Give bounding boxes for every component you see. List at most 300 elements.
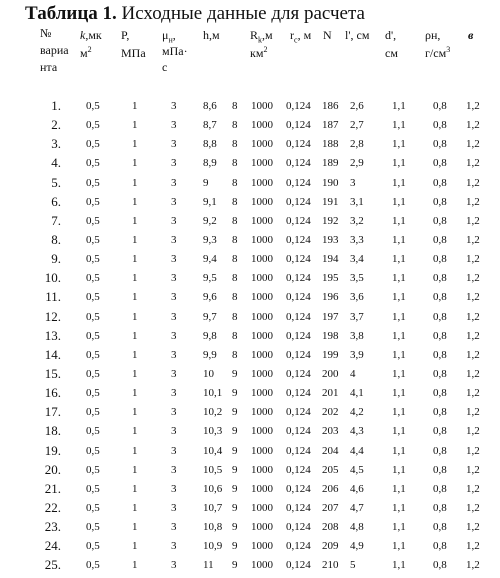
cell-d: 1,1 [392,501,406,514]
table-row [0,367,500,386]
header-k-unit: ,мк [85,28,102,42]
cell-k: 0,5 [86,559,100,572]
cell-h: 10,7 [203,501,223,514]
cell-n: 8 [232,348,238,361]
header-variant [40,26,69,74]
cell-k: 0,5 [86,233,100,246]
cell-rho: 0,8 [433,176,447,189]
cell-h: 10,9 [203,540,223,553]
cell-d: 1,1 [392,348,406,361]
cell-l: 3,2 [350,214,364,227]
cell-b: 1,2 [466,425,480,438]
cell-rho: 0,8 [433,425,447,438]
cell-b: 1,2 [466,367,480,380]
cell-p: 1 [132,176,138,189]
table-row [0,195,500,214]
cell-p: 1 [132,100,138,112]
cell-d: 1,1 [392,157,406,170]
cell-rho: 0,8 [433,521,447,534]
cell-h: 9,4 [203,253,217,266]
cell-N: 201 [322,387,339,400]
header-variant-line2: вариа [40,43,69,57]
cell-d: 1,1 [392,214,406,227]
cell-b: 1,2 [466,138,480,151]
cell-b: 1,2 [466,100,480,112]
header-b [468,28,473,42]
cell-h: 9,3 [203,233,217,246]
cell-rho: 0,8 [433,559,447,572]
cell-N: 197 [322,310,339,323]
cell-mu: 3 [171,425,177,438]
variant-number: 21. [44,480,61,496]
cell-N: 188 [322,138,339,151]
cell-k: 0,5 [86,444,100,457]
cell-rc: 0,124 [286,482,311,495]
cell-rk: 1000 [251,253,273,266]
cell-h: 9,7 [203,310,217,323]
cell-mu: 3 [171,540,177,553]
cell-n: 8 [232,329,238,342]
cell-rho: 0,8 [433,444,447,457]
cell-h: 9,8 [203,329,217,342]
cell-N: 189 [322,157,339,170]
cell-l: 2,6 [350,100,364,112]
cell-rc: 0,124 [286,100,311,112]
cell-d: 1,1 [392,329,406,342]
cell-rk: 1000 [251,214,273,227]
cell-b: 1,2 [466,540,480,553]
cell-rc: 0,124 [286,425,311,438]
cell-rc: 0,124 [286,119,311,132]
header-l-label: l', см [345,28,370,42]
cell-k: 0,5 [86,387,100,400]
table-row [0,482,500,501]
cell-n: 9 [232,463,238,476]
table-row [0,520,500,539]
cell-p: 1 [132,540,138,553]
cell-h: 9,9 [203,348,217,361]
cell-l: 4,5 [350,463,364,476]
cell-d: 1,1 [392,444,406,457]
cell-h: 8,6 [203,100,217,112]
cell-n: 8 [232,119,238,132]
cell-N: 200 [322,367,339,380]
cell-h: 9,2 [203,214,217,227]
variant-number: 24. [44,538,61,554]
cell-k: 0,5 [86,195,100,208]
table-row [0,444,500,463]
variant-number: 2. [51,117,61,133]
cell-d: 1,1 [392,138,406,151]
cell-p: 1 [132,521,138,534]
cell-l: 3,4 [350,253,364,266]
header-variant-line1: № [40,26,52,40]
header-rho-line2: г/см [425,46,447,60]
cell-p: 1 [132,157,138,170]
cell-l: 4,2 [350,406,364,419]
cell-rk: 1000 [251,138,273,151]
cell-l: 4,7 [350,501,364,514]
cell-rho: 0,8 [433,540,447,553]
table-row [0,99,500,118]
variant-number: 7. [51,212,61,228]
cell-rho: 0,8 [433,482,447,495]
cell-p: 1 [132,367,138,380]
cell-d: 1,1 [392,100,406,112]
cell-p: 1 [132,119,138,132]
cell-l: 2,9 [350,157,364,170]
cell-rc: 0,124 [286,387,311,400]
cell-k: 0,5 [86,253,100,266]
header-rk [250,28,273,60]
table-row [0,271,500,290]
cell-k: 0,5 [86,482,100,495]
table-row [0,156,500,175]
cell-d: 1,1 [392,463,406,476]
cell-d: 1,1 [392,176,406,189]
cell-h: 10,3 [203,425,223,438]
cell-mu: 3 [171,272,177,285]
cell-b: 1,2 [466,176,480,189]
cell-rk: 1000 [251,195,273,208]
table-row [0,290,500,309]
header-k-line2: м [80,46,88,60]
cell-N: 192 [322,214,339,227]
variant-number: 17. [44,404,61,420]
cell-N: 209 [322,540,339,553]
cell-k: 0,5 [86,425,100,438]
table-row [0,329,500,348]
cell-h: 10,4 [203,444,223,457]
variant-number: 11. [45,289,61,305]
cell-N: 190 [322,176,339,189]
cell-mu: 3 [171,406,177,419]
header-h-label: h,м [203,28,220,42]
cell-d: 1,1 [392,272,406,285]
cell-l: 3,5 [350,272,364,285]
cell-b: 1,2 [466,348,480,361]
cell-k: 0,5 [86,119,100,132]
cell-rc: 0,124 [286,348,311,361]
cell-k: 0,5 [86,176,100,189]
header-rk-sup: 2 [263,45,268,54]
cell-rc: 0,124 [286,540,311,553]
cell-b: 1,2 [466,119,480,132]
cell-h: 9,5 [203,272,217,285]
cell-n: 8 [232,176,238,189]
cell-n: 9 [232,425,238,438]
cell-d: 1,1 [392,387,406,400]
cell-b: 1,2 [466,233,480,246]
cell-mu: 3 [171,138,177,151]
cell-h: 10,5 [203,463,223,476]
cell-p: 1 [132,444,138,457]
cell-rc: 0,124 [286,501,311,514]
cell-rho: 0,8 [433,367,447,380]
cell-n: 8 [232,100,238,112]
cell-b: 1,2 [466,501,480,514]
cell-k: 0,5 [86,348,100,361]
cell-n: 8 [232,157,238,170]
header-rk-sub: k [258,35,263,45]
header-rc [290,28,312,45]
header-rk-unit: ,м [262,28,273,42]
header-h [203,28,220,42]
cell-d: 1,1 [392,367,406,380]
cell-rho: 0,8 [433,157,447,170]
cell-d: 1,1 [392,482,406,495]
cell-h: 9 [203,176,209,189]
cell-rc: 0,124 [286,444,311,457]
header-rc-unit: , м [297,28,312,42]
cell-rk: 1000 [251,482,273,495]
header-k [80,28,102,60]
cell-d: 1,1 [392,521,406,534]
cell-l: 3,8 [350,329,364,342]
header-rho-sup: 3 [446,45,451,54]
cell-p: 1 [132,233,138,246]
cell-rk: 1000 [251,463,273,476]
cell-p: 1 [132,329,138,342]
header-p-line2: МПа [121,46,146,60]
variant-number: 4. [51,155,61,171]
cell-mu: 3 [171,482,177,495]
table-row [0,118,500,137]
table-row [0,405,500,424]
cell-n: 8 [232,214,238,227]
cell-mu: 3 [171,195,177,208]
cell-h: 8,7 [203,119,217,132]
variant-number: 6. [51,193,61,209]
cell-N: 198 [322,329,339,342]
cell-p: 1 [132,425,138,438]
header-p [121,28,146,60]
cell-mu: 3 [171,367,177,380]
cell-rk: 1000 [251,540,273,553]
cell-p: 1 [132,406,138,419]
table-row [0,386,500,405]
header-d-line1: d', [385,28,397,42]
cell-l: 4,8 [350,521,364,534]
header-rho-line1: ρн, [425,28,441,42]
cell-N: 207 [322,501,339,514]
cell-b: 1,2 [466,291,480,304]
cell-rk: 1000 [251,157,273,170]
cell-rk: 1000 [251,310,273,323]
header-variant-line3: нта [40,60,58,74]
cell-k: 0,5 [86,463,100,476]
cell-b: 1,2 [466,482,480,495]
cell-mu: 3 [171,329,177,342]
cell-rk: 1000 [251,501,273,514]
cell-N: 187 [322,119,339,132]
cell-rc: 0,124 [286,367,311,380]
cell-n: 9 [232,559,238,572]
cell-rho: 0,8 [433,291,447,304]
cell-l: 4 [350,367,356,380]
cell-l: 5 [350,559,356,572]
header-mu-symbol: μ [162,28,169,42]
cell-l: 3,1 [350,195,364,208]
cell-rc: 0,124 [286,176,311,189]
cell-p: 1 [132,387,138,400]
cell-p: 1 [132,310,138,323]
cell-rk: 1000 [251,233,273,246]
cell-mu: 3 [171,100,177,112]
cell-rk: 1000 [251,367,273,380]
cell-l: 3 [350,176,356,189]
cell-k: 0,5 [86,521,100,534]
cell-mu: 3 [171,387,177,400]
cell-l: 4,4 [350,444,364,457]
cell-k: 0,5 [86,501,100,514]
table-row [0,348,500,367]
header-rc-symbol: r [290,28,294,42]
table-body [0,99,500,578]
cell-rk: 1000 [251,425,273,438]
cell-mu: 3 [171,310,177,323]
header-rho [425,28,450,60]
cell-d: 1,1 [392,425,406,438]
header-b-label: в [468,28,474,42]
cell-l: 2,7 [350,119,364,132]
cell-mu: 3 [171,559,177,572]
header-rc-sub: c [294,35,298,45]
cell-rho: 0,8 [433,272,447,285]
cell-N: 210 [322,559,339,572]
header-l [345,28,369,42]
variant-number: 14. [44,346,61,362]
cell-mu: 3 [171,501,177,514]
cell-k: 0,5 [86,214,100,227]
table-row [0,310,500,329]
cell-p: 1 [132,195,138,208]
cell-h: 10,2 [203,406,223,419]
cell-d: 1,1 [392,540,406,553]
cell-p: 1 [132,272,138,285]
cell-l: 3,3 [350,233,364,246]
cell-rc: 0,124 [286,329,311,342]
cell-b: 1,2 [466,272,480,285]
cell-b: 1,2 [466,559,480,572]
header-mu-line2: мПа· [162,44,188,58]
table-row [0,137,500,156]
cell-N: 193 [322,233,339,246]
cell-rho: 0,8 [433,253,447,266]
cell-N: 191 [322,195,339,208]
cell-d: 1,1 [392,406,406,419]
cell-n: 8 [232,291,238,304]
cell-mu: 3 [171,463,177,476]
cell-rho: 0,8 [433,119,447,132]
cell-d: 1,1 [392,310,406,323]
cell-h: 8,8 [203,138,217,151]
cell-rho: 0,8 [433,463,447,476]
cell-n: 8 [232,310,238,323]
cell-rho: 0,8 [433,387,447,400]
cell-d: 1,1 [392,253,406,266]
cell-b: 1,2 [466,310,480,323]
cell-p: 1 [132,348,138,361]
cell-n: 9 [232,482,238,495]
cell-rho: 0,8 [433,100,447,112]
cell-rho: 0,8 [433,310,447,323]
cell-N: 196 [322,291,339,304]
cell-h: 10,1 [203,387,223,400]
cell-rk: 1000 [251,329,273,342]
variant-number: 1. [51,98,61,113]
cell-rk: 1000 [251,406,273,419]
cell-k: 0,5 [86,100,100,112]
cell-n: 8 [232,195,238,208]
cell-mu: 3 [171,157,177,170]
cell-p: 1 [132,501,138,514]
cell-rc: 0,124 [286,310,311,323]
cell-rc: 0,124 [286,406,311,419]
cell-N: 186 [322,100,339,112]
cell-n: 9 [232,501,238,514]
cell-N: 204 [322,444,339,457]
cell-rho: 0,8 [433,138,447,151]
cell-k: 0,5 [86,406,100,419]
cell-p: 1 [132,253,138,266]
header-mu [162,28,188,74]
variant-number: 19. [44,442,61,458]
table-row [0,463,500,482]
cell-N: 194 [322,253,339,266]
table-row [0,424,500,443]
table-row [0,176,500,195]
cell-b: 1,2 [466,329,480,342]
cell-n: 9 [232,387,238,400]
cell-l: 3,9 [350,348,364,361]
cell-h: 8,9 [203,157,217,170]
cell-h: 9,6 [203,291,217,304]
header-N-label: N [323,28,332,42]
table-row [0,233,500,252]
table-row [0,558,500,577]
cell-mu: 3 [171,233,177,246]
cell-l: 4,6 [350,482,364,495]
header-N [323,28,332,42]
cell-rk: 1000 [251,559,273,572]
cell-b: 1,2 [466,387,480,400]
cell-p: 1 [132,482,138,495]
header-d-line2: см [385,46,398,60]
variant-number: 8. [51,231,61,247]
cell-N: 203 [322,425,339,438]
cell-h: 10,8 [203,521,223,534]
cell-rho: 0,8 [433,214,447,227]
variant-number: 25. [44,557,61,573]
cell-mu: 3 [171,176,177,189]
header-mu-sub: н [168,35,173,45]
cell-rc: 0,124 [286,521,311,534]
cell-n: 9 [232,367,238,380]
cell-p: 1 [132,138,138,151]
header-rk-symbol: R [250,28,259,42]
cell-rho: 0,8 [433,233,447,246]
cell-rk: 1000 [251,291,273,304]
header-d [385,28,398,60]
cell-k: 0,5 [86,272,100,285]
cell-rk: 1000 [251,272,273,285]
cell-N: 206 [322,482,339,495]
cell-rc: 0,124 [286,272,311,285]
cell-rc: 0,124 [286,233,311,246]
header-mu-line3: с [162,60,168,74]
cell-p: 1 [132,463,138,476]
